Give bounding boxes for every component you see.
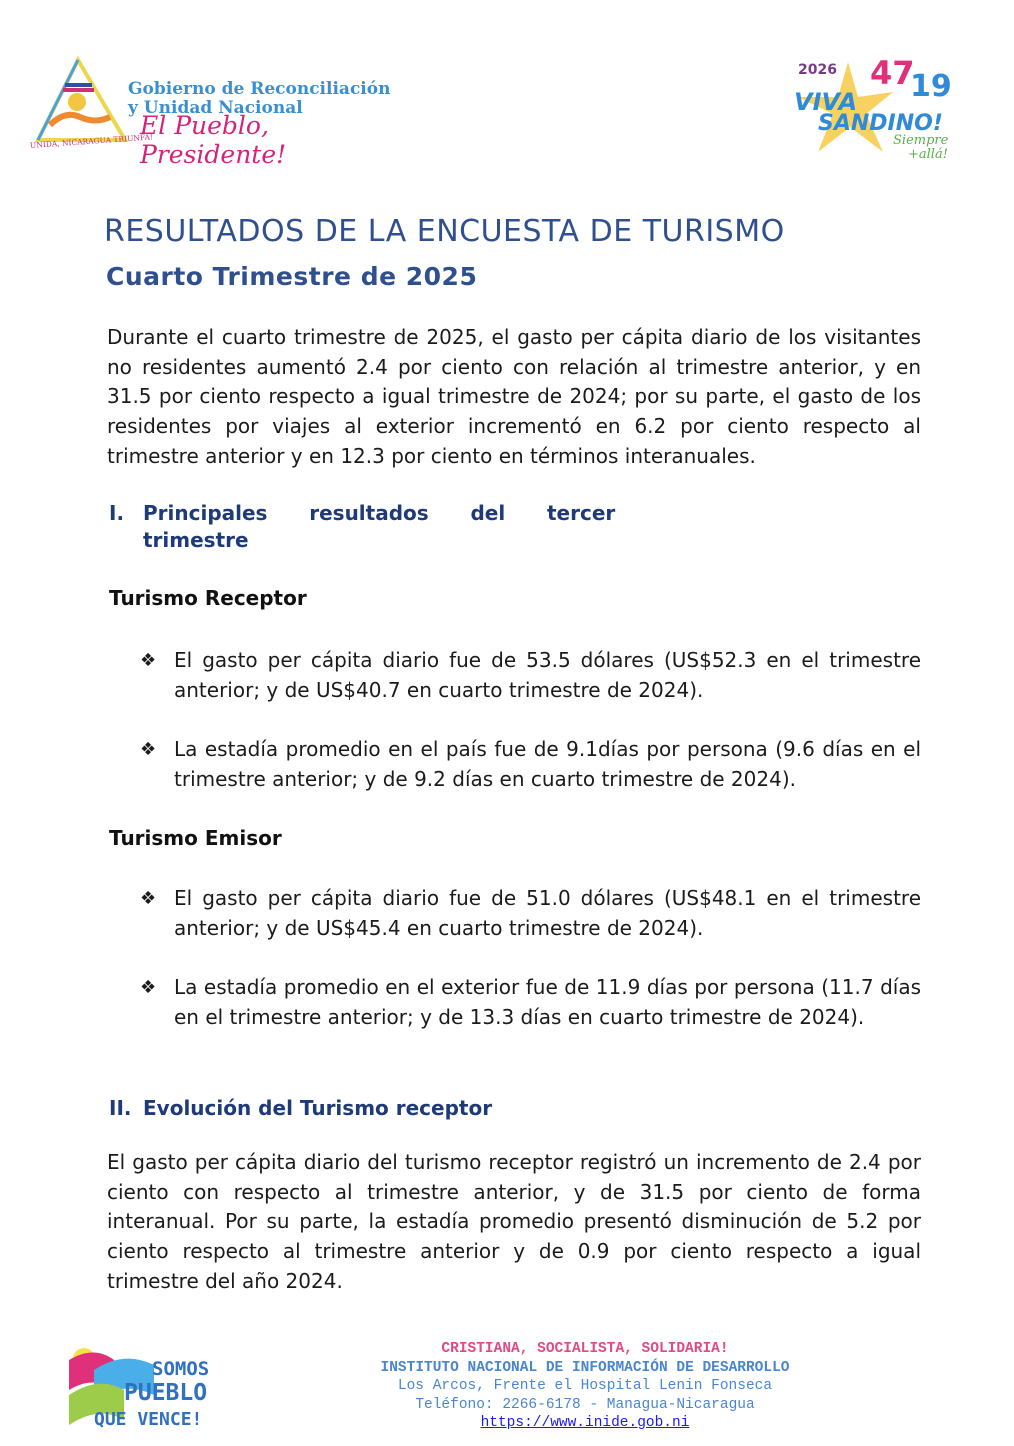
section-1-heading <box>109 500 615 554</box>
svg-text:2026: 2026 <box>798 62 837 78</box>
government-logo <box>29 55 420 169</box>
footer <box>340 1340 830 1433</box>
section-2-heading <box>109 1096 492 1120</box>
svg-text:47: 47 <box>870 54 915 92</box>
footer-address: Los Arcos, Frente el Hospital Lenin Fonseca <box>397 1378 773 1394</box>
svg-text:Siempre: Siempre <box>893 133 949 148</box>
svg-text:PUEBLO: PUEBLO <box>124 1380 208 1406</box>
government-slogan: El Pueblo, Presidente! <box>140 111 287 169</box>
diamond-bullet-icon: ❖ <box>140 650 157 671</box>
viva-sandino-logo <box>788 52 968 167</box>
turismo-emisor-heading: Turismo Emisor <box>109 826 282 850</box>
document-subtitle: Cuarto Trimestre de 2025 <box>106 262 478 291</box>
section-2-number: II. <box>109 1096 132 1120</box>
svg-text:19: 19 <box>910 69 952 104</box>
section-2-title: Evolución del Turismo receptor <box>143 1096 493 1120</box>
diamond-bullet-icon: ❖ <box>140 888 157 909</box>
list-item: ❖ La estadía promedio en el país fue de 9.1días por persona (9.6 días en el trimestre anterior; y de 9.2 días en cuarto trimestre de 2024). <box>140 737 921 791</box>
somos-pueblo-logo <box>64 1345 224 1435</box>
svg-text:SANDINO!: SANDINO! <box>818 111 943 136</box>
svg-text:QUE VENCE!: QUE VENCE! <box>94 1409 203 1430</box>
section-2-paragraph: El gasto per cápita diario del turismo receptor registró un incremento de 2.4 por ciento con respecto al trimestre anterior, y de 31.5 por ciento de forma interanual. Por su parte, la estadía promedio presentó disminución de 5.2 por ciento respecto al trimestre anterior y de 0.9 por ciento respecto a igual trimestre del año 2024. <box>107 1150 921 1293</box>
intro-paragraph: Durante el cuarto trimestre de 2025, el gasto per cápita diario de los visitantes no residentes aumentó 2.4 por ciento con relación al trimestre anterior, y en 31.5 por ciento respecto a igual trimestre de 2024; por su parte, el gasto de los residentes por viajes al exterior incrementó en 6.2 por ciento respecto al trimestre anterior y en 12.3 por ciento en términos interanuales. <box>107 325 921 468</box>
section-1-title-line2: trimestre <box>143 528 249 552</box>
sun-star-emblem-icon <box>788 52 968 167</box>
list-item: ❖ La estadía promedio en el exterior fue de 11.9 días por persona (11.7 días en el trimestre anterior; y de 13.3 días en cuarto trimestre de 2024). <box>140 975 921 1029</box>
footer-institute: INSTITUTO NACIONAL DE INFORMACIÓN DE DESARROLLO <box>380 1359 790 1376</box>
list-item: ❖ El gasto per cápita diario fue de 53.5 dólares (US$52.3 en el trimestre anterior; y de US$40.7 en cuarto trimestre de 2024). <box>140 648 921 702</box>
section-1-number: I. <box>109 501 125 525</box>
government-name-line2: y Unidad Nacional <box>128 98 303 118</box>
wave-flag-emblem-icon <box>64 1345 224 1435</box>
section-1-title-line1: Principales resultados del tercer <box>143 501 616 525</box>
diamond-bullet-icon: ❖ <box>140 977 157 998</box>
list-item: ❖ El gasto per cápita diario fue de 51.0 dólares (US$48.1 en el trimestre anterior; y de US$45.4 en cuarto trimestre de 2024). <box>140 886 921 940</box>
diamond-bullet-icon: ❖ <box>140 739 157 760</box>
footer-slogan: CRISTIANA, SOCIALISTA, SOLIDARIA! <box>441 1341 729 1357</box>
government-name-line1: Gobierno de Reconciliación <box>128 79 391 99</box>
footer-phone: Teléfono: 2266-6178 - Managua-Nicaragua <box>415 1396 755 1413</box>
footer-website-link[interactable]: https://www.inide.gob.ni <box>480 1415 690 1431</box>
turismo-receptor-heading: Turismo Receptor <box>109 586 307 610</box>
government-logo-ring-text: UNIDA, NICARAGUA TRIUNFA! <box>29 132 154 150</box>
svg-text:VIVA: VIVA <box>794 88 858 116</box>
document-title: RESULTADOS DE LA ENCUESTA DE TURISMO <box>104 214 785 249</box>
svg-text:+allá!: +allá! <box>908 147 948 162</box>
svg-text:SOMOS: SOMOS <box>152 1358 210 1380</box>
